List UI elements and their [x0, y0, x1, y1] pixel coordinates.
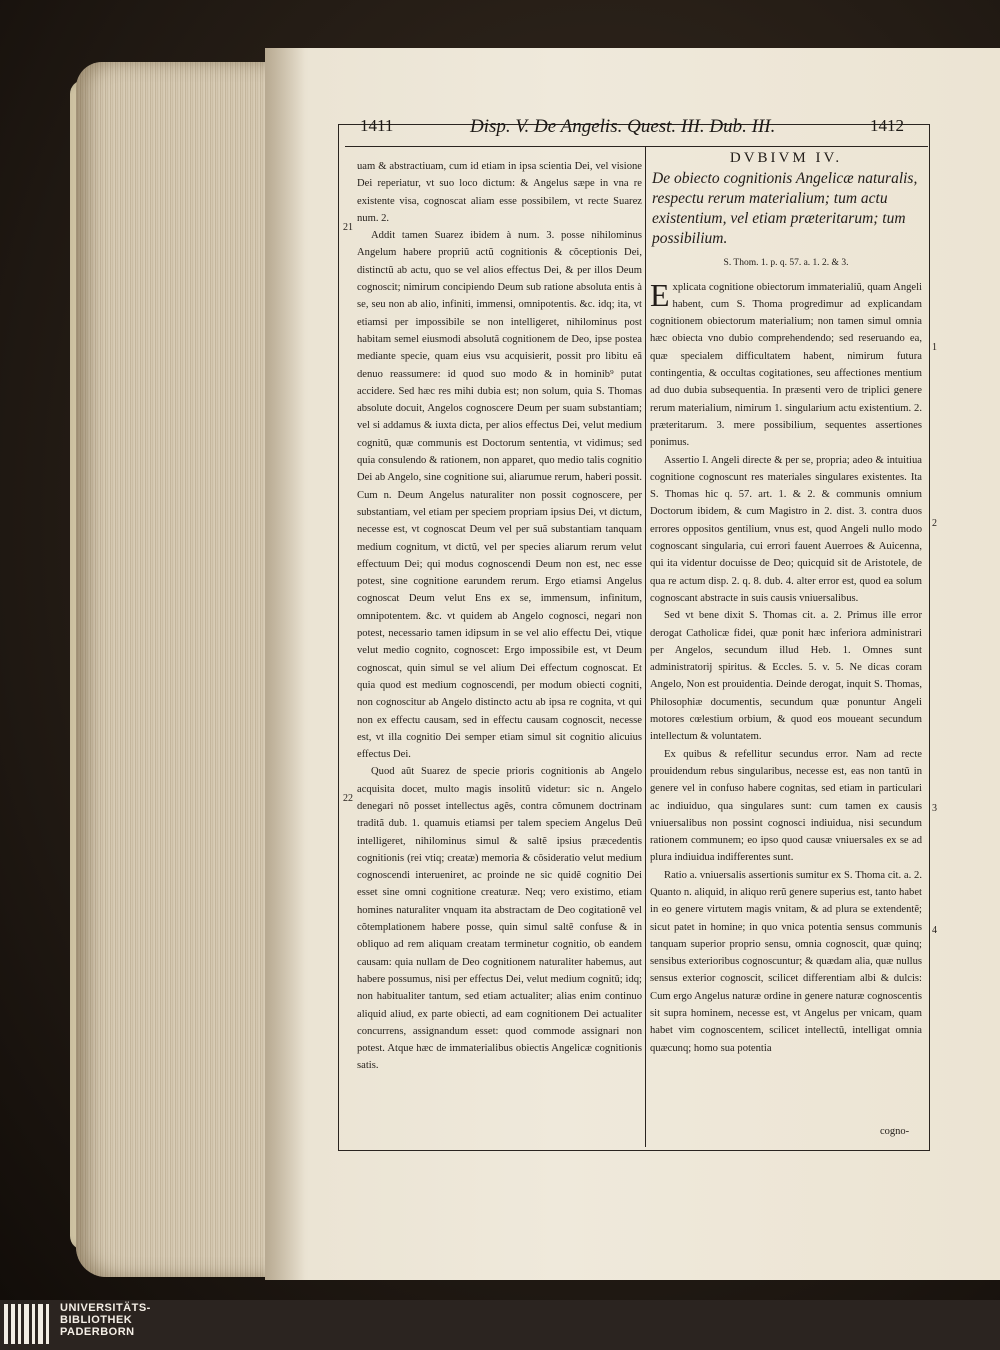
margin-number: 1 [932, 342, 937, 353]
library-name [60, 1302, 151, 1338]
folio-right: 1412 [870, 116, 904, 135]
margin-number: 2 [932, 518, 937, 529]
page-edges [76, 62, 291, 1277]
reference-line: S. Thom. 1. p. q. 57. a. 1. 2. & 3. [723, 258, 849, 269]
paragraph: Ratio a. vniuersalis assertionis sumitur ex S. Thoma cit. a. 2. Quanto n. aliquid, in aliquo rerũ genere superius est, tanto habet in eo genere virtutem magis vnitam, & ad plura se extendentẽ; sicut patet in homine; in quo vnica potentia sensus communis tanquam superior proprio sensu, omnia cognoscit, quæ quinq; sensibus exterioribus cognoscuntur; & quædam alia, quæ nullus sensus exterior cognoscit, scilicet differentiam albi & dulcis: Cum ergo Angelus naturæ ordine in genere naturæ cognoscentis sit supra hominem, necesse est, vt Angelus per vnicam, quam habet vim cognoscentem, scilicet intellectũ, intelligat omnia quæcunq; homo sua potentia [650, 869, 922, 1054]
paragraph: xplicata cognitione obiectorum immaterialiũ, quam Angeli habent, cum S. Thoma progredimur ad explicandam cognitionem obiectorum materialium; non tamen simul omnia hæc obiecta vno dubio comprehendendo; sed reseruando ea, quæ specialem difficultatem habent, nimirum futura contingentia, & occultas cogitationes, seu affectiones mentium ad duo dubia subsequentia. In præsenti vero de triplici genere rerum materialium, nimirum 1. singularium actu existentium. 2. præteritarum. 3. mere possibilium, sequentes assertiones ponimus. [650, 281, 922, 449]
left-column [357, 158, 642, 1075]
library-logo-icon [4, 1304, 52, 1344]
catchword: cogno- [880, 1126, 910, 1137]
margin-number: 21 [343, 222, 353, 233]
paragraph: uam & abstractiuam, cum id etiam in ipsa scientia Dei, vel visione Dei reperiatur, vt suo loco dictum: & Angelus sæpe in vna re existente visa, cognoscat aliam esse possibilem, vt recte Suarez num. 2. [357, 161, 642, 224]
dubium-title: DVBIVM IV. [729, 150, 843, 166]
paragraph: Assertio I. Angeli directe & per se, propria; adeo & intuitiua cognitione cognoscunt res materiales singulares existentes. Ita S. Thomas hic q. 57. art. 1. & 2. & communis omnium Doctorum ibidem, & cum Magistro in 2. dist. 3. contra duos errores oppositos gentilium, vnus est, quod Angeli nullo modo cognoscant singularia, cui errori fauent Auerroes & Auicenna, qui ita videntur docuisse de Deo; quicquid sit de Aristotele, de qua re actum disp. 2. q. 8. dub. 4. alter error est, quod ea solum cognoscant abstracte in suis causis vniuersalibus. [650, 454, 922, 604]
margin-number: 3 [932, 803, 937, 814]
paragraph: Sed vt bene dixit S. Thomas cit. a. 2. Primus ille error derogat Catholicæ fidei, quæ ponit hæc inferiora administrari per Angelos, secundum illud Heb. 1. Omnes sunt administratorij spiritus. & Eccles. 5. v. 5. Ne dicas coram Angelo, Non est prouidentia. Deinde derogat, inquit S. Thomas, Philosophiæ documentis, secundum quæ ponuntur Angeli motores cœlestium orbium, & quod eos moueant secundum intellectum & voluntatem. [650, 610, 922, 743]
paragraph: Ex quibus & refellitur secundus error. Nam ad recte prouidendum rebus singularibus, necesse est, eas non tantũ in genere vel in confuso habere cognitas, sed etiam in particulari ac indiuiduo, qua singulares sunt: cum tamen ex causis vniuersalibus non possint cognosci indiuidua, nisi secundum rationem communem; eo ipso quod causæ vniuersales ex se ad plura indiuidua indifferentes sunt. [650, 748, 922, 864]
library-name-line: UNIVERSITÄTS- [60, 1302, 151, 1314]
margin-number: 22 [343, 793, 353, 804]
dubium-subtitle: De obiecto cognitionis Angelicæ naturalis, respectu rerum materialium; tum actu existentium, vel etiam præteritarum; tum possibilium. [652, 170, 918, 248]
right-column [650, 150, 922, 1057]
paragraph: Quod aũt Suarez de specie prioris cognitionis ab Angelo acquisita docet, multo magis insolitũ videtur: sic n. Angelo denegari nõ posset intellectus agẽs, contra cõmunem doctrinam traditã dub. 1. quamuis etiamsi per talem speciem Angelus Deũ intelligeret, nihilominus simul & saltẽ ipsius præcedentis cognitionis (rei vtiq; creatæ) memoria & cõsideratio velut medium cognoscendi interueniret, ac proinde ne sic quidẽ cognitio Dei esset sine omni cognitione creaturæ. Neq; vero existimo, etiam homines naturaliter vnquam ita abstractam de Deo cogitationẽ vel cõtemplationem habere posse, quin simul saltẽ confuse & in obliquo ad rem aliquam creatam terminetur cognitio, ob eandem causam: quia nullam de Deo cognitionem naturaliter habemus, aut habere possumus, nisi per effectus Dei, velut medium cognitũ; idq; non habitualiter tantum, sed etiam actualiter; alias enim continuo aliquid aliud, ex parte obiecti, ad eam cognitionem Dei actualiter concurrens, assignandum esset: quod commode assignari non potest. Atque hæc de immaterialibus obiectis Angelicæ cognitionis satis. [357, 766, 642, 1072]
paragraph: Addit tamen Suarez ibidem à num. 3. posse nihilominus Angelum habere propriũ actũ cognitionis & cõceptionis Dei, distinctũ ab actu, quo se vel alios effectus Dei, & per illos Deum cognoscit; nimirum concipiendo Deum sub ratione absoluta entis à se, seu non ab alio, infiniti, immensi, omnipotentis. &c. idq; ita, vt etiamsi per impossibile se non intelligeret, nihilominus post habitam semel eiusmodi absolutã cognitionem de Deo, ipse postea mediante specie, quam eius vsu acquisierit, possit pro libitu eã denuo reassumere: id quod suo modo & in hominib⁹ putat accidere. Sed hæc res mihi dubia est; non solum, quia S. Thomas absolute docuit, Angelos cognoscere Deum per suam substantiam; vel si addamus & iuxta dicta, per alios effectus Dei, velut medium cognitũ, quæ communis est Doctorum sententia, vt vidimus; sed quia consulendo & rationem, non apparet, quo medio talis cognitio Dei ab Angelo, sine cognitione sui, aliarumue rerum, haberi possit. Cum n. Deum Angelus naturaliter non possit cognoscere, per substantiam, vel etiam per speciem propriam ipsius Dei, vt dictum, necesse est, vt cognoscat Deum vel per suã substantiam tanquam medium cognitum, vt dictũ, vel per species aliarum rerum velut effectuum Dei; qui modus cognoscendi Deum non est, nec esse potest, sine cognitione earundem rerum. Ergo etiamsi Angelus cognoscat Deum velut Ens ex se, immensum, infinitum, omnipotentem. &c. vt quidem ab Angelo cognosci, negari non potest, necessario tamen idipsum in se vel alio effectu Dei, vtique velut medio cognito, cognoscet: Ergo impossibile est, vt Deum cognoscat, quin simul se vel alium Dei effectum cognoscat. Et quia quod est medium cognoscendi, per modum obiecti cogniti, non cognoscitur ab Angelo distincto actu ab ipsa re cognita, vt qui non ex effectu causam, sed in effectu causam cognoscit, necesse est, vt illa cognitio Dei semper etiam simul sit cognitio alicuius effectus Dei. [357, 230, 642, 761]
library-name-line: PADERBORN [60, 1326, 135, 1338]
library-name-line: BIBLIOTHEK [60, 1314, 133, 1326]
folio-left: 1411 [360, 116, 394, 135]
column-separator [645, 147, 646, 1147]
running-head: Disp. V. De Angelis. Quest. III. Dub. III. [470, 116, 776, 137]
drop-cap: E [650, 276, 670, 313]
gutter-shadow [265, 48, 305, 1280]
margin-number: 4 [932, 925, 937, 936]
